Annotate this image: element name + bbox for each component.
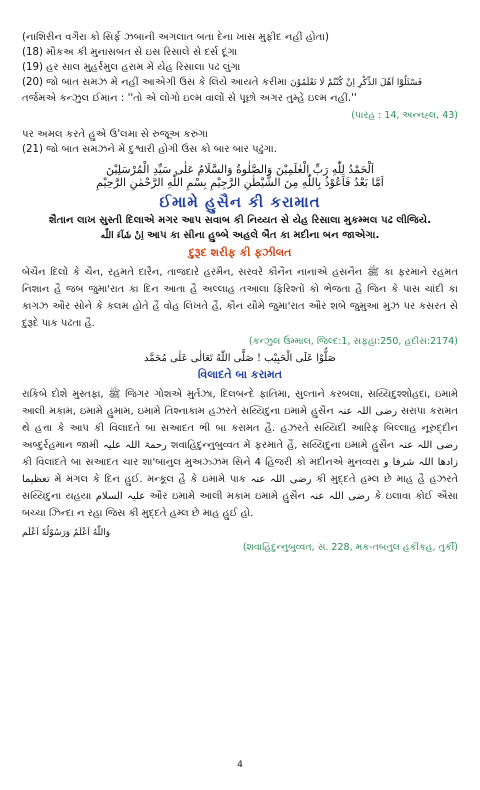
closing-arabic: وَاللّٰهُ اَعْلَمُ وَرَسُوْلُهٗ اَعْلَم <box>22 528 111 538</box>
intro-text: આપ કા સીના હુબ્બે અહલે બૈત કા મદીના બન જાએગા. <box>147 230 380 241</box>
arabic-verse: فَسْئَلُوْٓا اَهْلَ الذِّكْرِ اِنْ كُنْتُمْ لَا تَعْلَمُوْنَ <box>290 78 423 88</box>
text-line: પર અમલ કરતે હુએ ઉ'લમા સે રુજૂઅ કરુંગા <box>22 129 208 140</box>
document-page <box>22 30 458 559</box>
source-citation: (શવાહિદુન્નુબુવ્વત, સ. 228, મક-તબતુલ હકીકહ, તુર્કી) <box>242 542 458 553</box>
intro-line-2 <box>22 228 458 244</box>
intro-arabic: اِنْ شَآءَ اللّٰه <box>100 231 144 241</box>
text-line-part: (20) જો બાત સમઝ મેં નહીં આએગી ઉસ કે લિયે આયતે કરીમા <box>22 77 287 88</box>
text-line: (18) મૌકઅ કી મુનાસબત સે ઇસ રિસાલે સે દર્સ દૂંગા <box>22 47 238 58</box>
source-citation: (કન્ઝુલ ઉમ્માલ, જિલ્દ:1, સફહા:250, હદીસ:2174) <box>248 336 458 347</box>
translation-line: તર્જમએ કન્ઝુલ ઈમાન : ''તો એ લોગો ઇલ્મ વાલોં સે પૂછો અગર તુમ્હેં ઇલ્મ નહીં.'' <box>22 93 357 104</box>
arabic-invocation-1: اَلْحَمْدُ لِلّٰهِ رَبِّ الْعٰلَمِيْنَ وَالصَّلٰوةُ وَالسَّلَامُ عَلٰى سَيِّدِ الْمُرْسَلِيْنَ <box>106 163 374 176</box>
durud-paragraph: બેચૈન દિલોં કે ચૈન, રહમતે દારૈન, તાજદારે હરમૈન, સરવરે કૌનૈન નાનાએ હસનૈન ﷺ કા ફરમાને રહમત નિશાન હૈ જબ જુમા'રાત કા દિન આતા હૈ અલ્લાહ તઆલા ફિરિશ્તોં કો ભેજતા હૈ જિન કે પાસ ચાંદી કા કાગઝ ઔર સોને કે કલમ હોતે હૈં વોહ લિખતે હૈં, કૌન યૌમે જુમા'રાત ઔર શબે જુમુઆ મુઝ પર કસરત સે દુરૂદે પાક પઢતા હૈ. <box>22 267 458 329</box>
wiladat-paragraph: રાકિબે દોશે મુસ્તફા, ﷺ જિગર ગોશએ મુર્તઝા, દિલબન્દે ફાતિમા, સુલ્તાને કરબલા, સય્યિદુશ્શોહદા, ઇમામે આલી મકામ, ઇમામે હુમામ, ઇમામે તિશ્નાકામ હઝરતે સય્યિદુના ઇમામે હુસૈન رضی اللہ عنہ સરાપા કરામત થે હત્તા કે આપ કી વિલાદતે બા સઆદત ભી બા કરામત હૈ. હઝરતે સય્યિદી આરિફ બિલ્લાહ નૂરુદ્દીન અબ્દુર્રહમાન જામી رحمۃ اللہ علیہ શવાહિદુન્નુબુવ્વત મેં ફરમાતે હૈં, સય્યિદુના ઇમામે હુસૈન رضی اللہ عنہ કી વિલાદતે બા સઆદત ચાર શા'બાનુલ મુઅઝ્ઝમ સિને 4 હિજરી કો મદીનએ મુનવ્વરા زادھا اللہ شرفا و تعظیما મેં મંગલ કે દિન હુઈ. મન્કૂલ હૈ કે ઇમામે પાક رضی اللہ عنہ કી મુદ્દતે હમ્લ છે માહ હૈ હઝરતે સય્યિદુના યહયા علیہ السلام ઔર ઇમામે આલી મકામ ઇમામે હુસૈન رضی اللہ عنہ કે ઇલાવા કોઈ ઐસા બચ્ચા ઝિન્દા ન રહા જિસ કી મુદ્દતે હમ્લ છે માહ હુઈ હો. <box>22 389 459 519</box>
arabic-invocation-2: اَمَّا بَعْدُ فَاَعُوْذُ بِاللّٰهِ مِنَ الشَّيْطٰنِ الرَّجِيْمِ بِسْمِ اللّٰهِ الرَّحْمٰنِ الرَّحِيْمِ <box>96 176 384 189</box>
source-citation: (પારહ : 14, અન્નહ્લ, 43) <box>351 110 458 121</box>
salat-line: صَلُّوْا عَلَى الْحَبِيْب ! صَلَّى اللّٰهُ تَعَالٰى عَلٰى مُحَمَّد <box>143 353 337 364</box>
text-line: (21) જો બાત સમઝને મેં દુશ્વારી હોગી ઉસ કો બાર બાર પઢુંગા. <box>22 144 277 155</box>
intro-line: શૈતાન લાખ સુસ્તી દિલાએ મગર આપ સવાબ કી નિય્યત સે યેહ રિસાલા મુકમ્મલ પઢ લીજિયે. <box>48 215 432 226</box>
section-heading-durud: દુરૂદ શરીફ કી ફઝીલત <box>188 246 292 259</box>
page-number: 4 <box>237 760 243 770</box>
text-line: (19) હર સાલ મુહર્રમુલ હરામ મેં યેહ રિસાલા પઢ લુંગા <box>22 62 241 73</box>
text-line: (નાશિરીન વગૈરા કો સિર્ફ ઝબાની અગલાત બતા દેના ખાસ મુફીદ નહીં હોતા) <box>22 32 329 43</box>
page-title: ઈમામે હુસૈન કી કરામાત <box>159 193 321 211</box>
section-heading-wiladat: વિલાદતે બા કરામત <box>197 368 283 381</box>
text-line <box>22 75 458 91</box>
